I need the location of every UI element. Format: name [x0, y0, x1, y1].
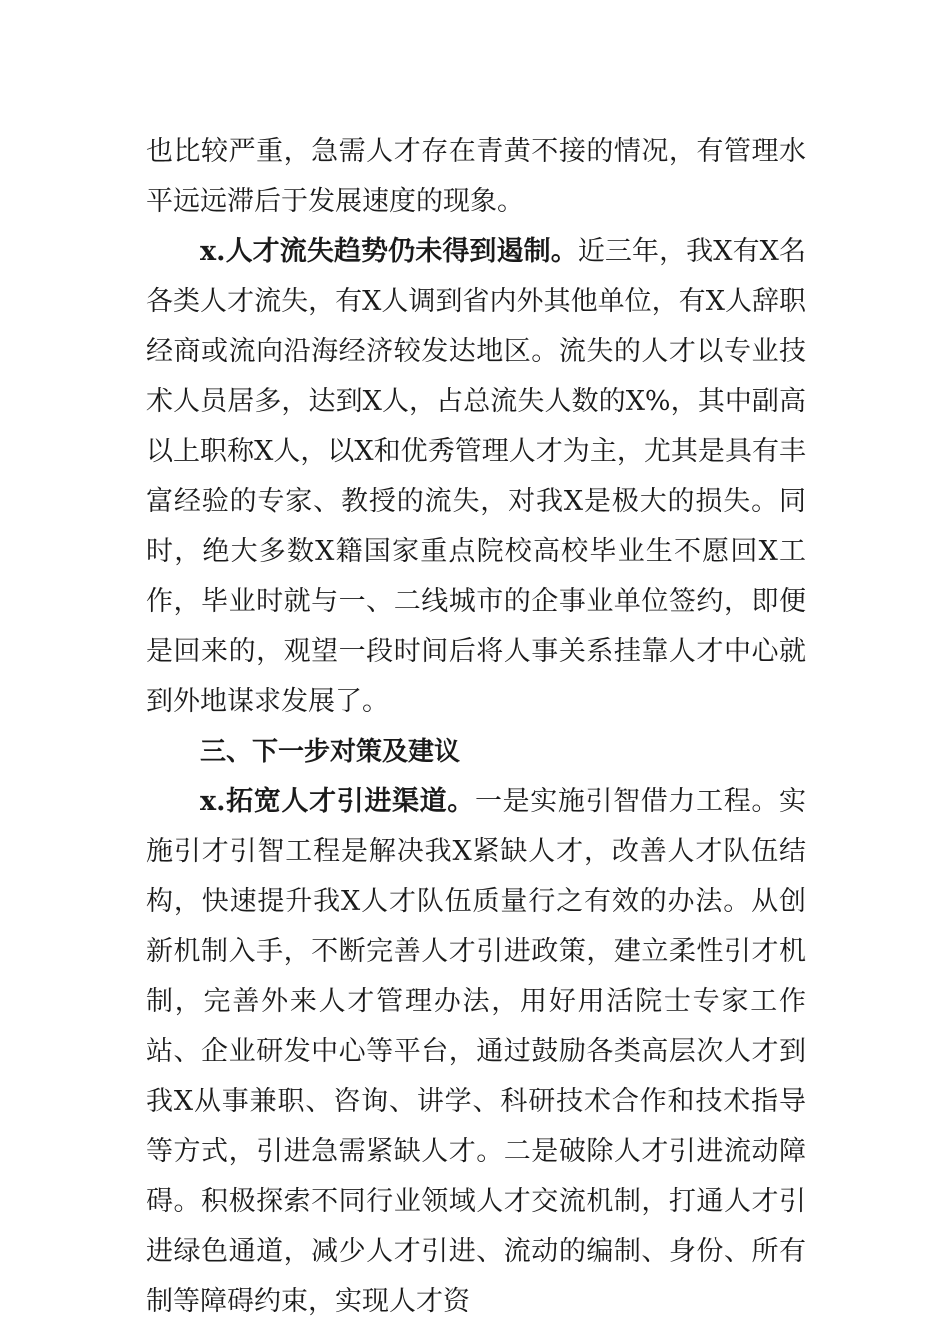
continuation-text: 也比较严重，急需人才存在青黄不接的情况，有管理水平远远滞后于发展速度的现象。 [146, 136, 806, 217]
talent-loss-body: 近三年，我X有X名各类人才流失，有X人调到省内外其他单位，有X人辞职经商或流向沿海经济较发达地区。流失的人才以专业技术人员居多，达到X人，占总流失人数的X%，其中副高以上职称X人，以X和优秀管理人才为主，尤其是具有丰富经验的专家、教授的流失，对我X是极大的损失。同时，绝大多数X籍国家重点院校高校毕业生不愿回X工作，毕业时就与一、二线城市的企事业单位签约，即便是回来的，观望一段时间后将人事关系挂靠人才中心就到外地谋求发展了。 [146, 236, 806, 717]
paragraph-talent-loss [146, 227, 806, 727]
channels-lead: x.拓宽人才引进渠道。 [200, 786, 475, 817]
document-body [146, 127, 806, 1327]
section-heading-text: 三、下一步对策及建议 [200, 737, 461, 767]
section-heading [146, 727, 806, 777]
channels-body: 一是实施引智借力工程。实施引才引智工程是解决我X紧缺人才，改善人才队伍结构，快速提升我X人才队伍质量行之有效的办法。从创新机制入手，不断完善人才引进政策，建立柔性引才机制，完善外来人才管理办法，用好用活院士专家工作站、企业研发中心等平台，通过鼓励各类高层次人才到我X从事兼职、咨询、讲学、科研技术合作和技术指导等方式，引进急需紧缺人才。二是破除人才引进流动障碍。积极探索不同行业领域人才交流机制，打通人才引进绿色通道，减少人才引进、流动的编制、身份、所有制等障碍约束，实现人才资 [146, 786, 807, 1317]
talent-loss-lead: x.人才流失趋势仍未得到遏制。 [200, 236, 578, 267]
paragraph-channels [146, 777, 806, 1327]
paragraph-continuation [146, 127, 806, 227]
